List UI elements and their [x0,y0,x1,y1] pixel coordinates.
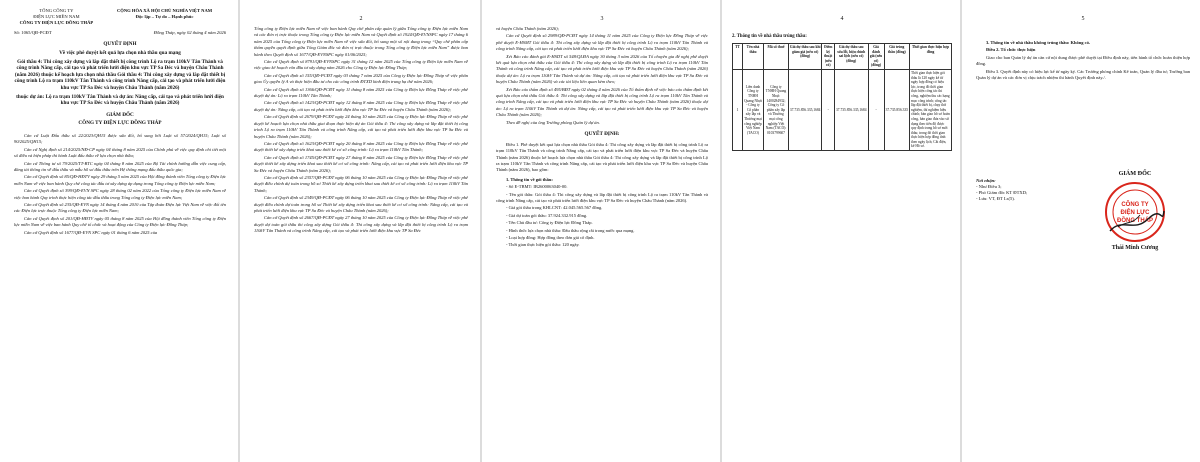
signer-name: Thái Minh Cương [1111,245,1159,251]
document-type: QUYẾT ĐỊNH [103,41,137,48]
recipient-item: - Phó Giám đốc KT ĐTXD; [976,190,1028,195]
page-number: 4 [840,16,844,22]
paragraph: Căn cứ Quyết định số 155/QĐ-PCĐT ngày 03 tháng 7 năm 2025 của Công ty Điện lực Đồng Tháp về việc phân giao Ủy quyền lý A và thực hiện đầu tư cho các công trình ĐTXD kinh điện trung hạ thế năm 2026; [254,72,468,85]
table-row [733,69,952,150]
paragraph: Căn cứ Quyết định số 1623/QĐ-PCĐT ngày 20 tháng 8 năm 2025 của Công ty Điện lực Đồng Tháp về việc phê duyệt thiết kế xây dựng triển khai sau thiết kế cơ sở công trình: Lộ ra trạm 110kV Tân Thành; [254,140,468,153]
paragraph: Tổng công ty Điện lực miền Nam về việc ban hành Quy chế phân cấp quản lý giữa Tổng công ty Điện lực miền Nam và các đơn vị trực thuộc trong Tổng công ty Điện lực miền Nam và Quyết định số 1924/QĐ-EVNSPC ngày 17 tháng 6 năm 2025 của Tổng công ty Điện lực miền Nam về việc sửa đổi, bổ sung một số nội dung trong “Quy chế phân cấp thẩm quyền quyết định giữa Tổng Giám đốc và đơn vị trực thuộc trong Tổng công ty Điện lực miền Nam” được ban hành theo Quyết định số 1677/QĐ-EVNSPC ngày 01/06/2025; [254,26,468,57]
paragraph: và huyện Châu Thành (năm 2026); [496,26,560,31]
package-info-item: - Hình thức lựa chọn nhà thầu: Đấu thầu rộng rãi trong nước qua mạng. [506,227,635,233]
cell-duration: Thời gian thực hiện gói thầu là 120 ngày kể từ ngày hợp đồng có hiệu lực, trong đó thời gian thực hiện công tác thi công, nghiệm thu các hạng mục công trình; công tác lắp đặt thiết bị, chạy thử nghiệm, thí nghiệm hiệu chỉnh; bàn giao hồ sơ hoàn công, bàn giao đưa vào sử dụng theo tiến độ được quy định trong hồ sơ mời thầu; trong đó thời gian thực hiện hợp đồng tính theo ngày lịch; Cắt điện, kế Hồ sơ. [910,69,952,150]
section-heading: 1. Thông tin về gói thầu: [506,176,553,182]
paragraph: Căn cứ Quyết định số 2989/QĐ-PCĐT ngày 14 tháng 11 năm 2025 của Công ty Điện lực Đồng Tháp về việc phê duyệt E-HSMT Gói thầu 4: Thi công xây dựng và lắp đặt thiết bị công trình Lộ ra trạm 110kV Tân Thành và công trình Nâng cấp, cải tạo và phát triển lưới điện khu vực TP Sa Đéc và huyện Châu Thành (năm 2026); [496,33,708,52]
paragraph: Căn cứ Quyết định số 8791/QĐ-EVNSPC ngày 31 tháng 12 năm 2025 của Tổng công ty Điện lực miền Nam về việc giao kế hoạch vốn đầu tư xây dựng năm 2026 cho Công ty Điện lực Đồng Tháp; [254,59,468,71]
cell-winning-price: 37.735.856.335 [884,69,909,150]
national-motto [103,8,226,25]
legal-basis: Căn cứ Quyết định số 235/QĐ-EVN ngày 14 tháng 4 năm 2010 của Tập đoàn Điện lực Việt Nam về việc đổi tên các Điện lực trực thuộc Tổng công ty Điện lực miền Nam; [14,201,226,214]
package-description: Gói thầu 4: Thi công xây dựng và lắp đặt thiết bị công trình Lộ ra trạm 110kV Tân Thành và công trình Nâng cấp, cải tạo và phát triển lưới điện khu vực TP Sa Đéc và huyện Châu Thành (năm 2026) thuộc kế hoạch lựa chọn nhà thầu Gói thầu 4: Thi công xây dựng và lắp đặt thiết bị công trình Lộ ra trạm 110kV Tân Thành và công trình Nâng cấp, cải tạo và phát triển lưới điện khu vực TP Sa Đéc và huyện Châu Thành (năm 2026) [14,58,226,91]
paragraph: Căn cứ Quyết định số 2357/QĐ-PCĐT ngày 06 tháng 10 năm 2025 của Công ty Điện lực Đồng Tháp về việc phê duyệt điều chỉnh dự toán trong hồ sơ Thiết kế xây dựng triển khai sau thiết kế cơ sở công trình: Lộ ra trạm 110kV Tân Thành; [254,174,468,193]
document-page-3 [482,0,720,462]
winning-bidder-table [732,43,952,151]
package-info-item: - Giá gói thầu trong KHLCNT: 42.045.565.567 đồng. [506,205,603,211]
legal-basis: Căn cứ Nghị định số 214/2025/NĐ-CP ngày 04 tháng 8 năm 2025 của Chính phủ về việc quy định chi tiết một số điều và biện pháp thi hành Luật đấu thầu về lựa chọn nhà thầu; [14,146,226,159]
article-3: Điều 3. Quyết định này có hiệu lực kể từ ngày ký. Các Trưởng phòng chính Kế toán, Quản lý đầu tư; Trưởng ban Quản lý dự án và các đơn vị chịu trách nhiệm thi hành Quyết định này./. [976,68,1190,81]
column-header: Thời gian thực hiện hợp đồng [910,44,952,70]
document-page-2 [240,0,480,462]
article-2-body: Giao cho ban Quản lý dự án căn cứ nội dung được phê duyệt tại Điều định này, tiến hành tổ chức hoàn thiện hợp đồng. [976,54,1190,67]
cell-corrected-price: 37.735.856.335,1684 [834,69,868,150]
authority-org: CÔNG TY ĐIỆN LỰC ĐỒNG THÁP [78,120,162,127]
seal-line: CÔNG TY [1121,202,1149,208]
legal-basis: Căn cứ Quyết định số 1677/QĐ-EVN SPC ngày 01 tháng 6 năm 2025 của [24,229,158,235]
package-info-item: - Giá dự toán gói thầu: 37.924.332.915 đồng. [506,212,588,218]
column-header: Giá dự thầu sau khi giảm giá (nếu có) (đồng) [788,44,822,70]
seal-line: ĐỒNG THÁP [1117,218,1153,224]
page-number: 5 [1081,16,1085,22]
package-info-item: - Loại hợp đồng: Hợp đồng theo đơn giá cố định. [506,234,595,240]
cell-bidder-name: Liên danh Công ty TNHH Quang Nhựt - Công ty Cổ phần xây lắp và Thương mại công nghiệp Việt Nam (TACO) [742,69,763,150]
document-page-5 [962,0,1200,462]
paragraph: Xét Báo cáo thẩm định số 495/BĐT ngày 02 tháng 4 năm 2026 của Tổ thẩm định về việc báo cáo thẩm định kết quả lựa chọn nhà thầu Gói thầu 4: Thi công xây dựng và lắp đặt thiết bị công trình Lộ ra trạm 110kV Tân Thành và công trình Nâng cấp, cải tạo và phát triển lưới điện khu vực TP Sa Đéc và huyện Châu Thành (năm 2026) thuộc dự án: Lộ ra trạm 110kV Tân Thành và dự án: Nâng cấp, cải tạo và phát triển lưới điện khu vực TP Sa Đéc và huyện Châu Thành (năm 2026); [496,86,708,118]
cell-evaluated-price: - [868,69,884,150]
column-header: Giá dự thầu sau sửa lỗi, hiệu chỉnh sai lệch (nếu có) (đồng) [834,44,868,70]
paragraph: Theo đề nghị của ông Trưởng phòng Quản lý dự án. [506,119,600,125]
non-winning-info: 3. Thông tin về nhà thầu không trúng thầu: Không có. [986,40,1090,45]
legal-basis: Căn cứ Quyết định số 201/QĐ-HĐTV ngày 05 tháng 8 năm 2025 của Hội đồng thành viên Tổng công ty Điện lực miền Nam về việc ban hành Quy chế tổ chức và hoạt động của Công ty Điện lực Đồng Tháp; [14,215,226,228]
document-page-1 [0,0,238,462]
recipients-title: Nơi nhận: [976,178,996,183]
article-1: Điều 1. Phê duyệt kết quả lựa chọn nhà thầu Gói thầu 4: Thi công xây dựng và lắp đặt thiết bị công trình Lộ ra trạm 110kV Tân Thành và công trình Nâng cấp, cải tạo và phát triển lưới điện khu vực TP Sa Đéc và huyện Châu Thành (năm 2026) thuộc kế hoạch lựa chọn nhà thầu Gói thầu 4: Thi công xây dựng và lắp đặt thiết bị công trình Lộ ra trạm 110kV Tân Thành và công trình Nâng cấp, cải tạo và phát triển lưới điện khu vực TP Sa Đéc và huyện Châu Thành (năm 2026), bao gồm: [496,141,708,173]
paragraph: Căn cứ Quyết định số 1745/QĐ-PCĐT ngày 27 tháng 8 năm 2025 của Công ty Điện lực Đồng Tháp về việc phê duyệt thiết kế xây dựng triển khai sau thiết kế cơ sở công trình: Nâng cấp, cải tạo và phát triển lưới điện khu vực TP Sa Đéc và huyện Châu Thành (năm 2026); [254,154,468,173]
seal-graphic [1104,181,1166,243]
seal-line: ĐIỆN LỰC [1120,210,1150,216]
paragraph: Căn cứ Quyết định số 1423/QĐ-PCĐT ngày 12 tháng 8 năm 2025 của Công ty Điện lực Đồng Tháp về việc phê duyệt dự án: Nâng cấp, cải tạo và phát triển lưới điện khu vực TP Sa Đéc và huyện Châu Thành (năm 2026); [254,100,468,112]
issuer-line: ĐIỆN LỰC MIỀN NAM [33,13,80,19]
page-number: 2 [359,16,363,22]
signer-title: GIÁM ĐỐC [1118,170,1152,177]
cell-tax-code: Công ty TNHH Quang Nhựt: 1400284932; Công ty Cổ phần xây lắp và Thương mại công nghiệp Việt Nam (TACO): 0103799607 [764,69,789,150]
project-description: thuộc dự án: Lộ ra trạm 110kV Tân Thành và dự án: Nâng cấp, cải tạo và phát triển lưới điện khu vực TP Sa Đéc và huyện Châu Thành (năm 2026) [16,93,224,107]
package-info-item: - Số E-TBMT: IB2600063040-00. [506,184,568,190]
document-number: Số: 1065/QĐ-PCĐT [14,30,52,36]
legal-basis: Căn cứ Quyết định số 85/QĐ-HĐTV ngày 29 tháng 5 năm 2025 của Hội đồng thành viên Tổng công ty Điện lực miền Nam về việc ban hành Quy chế công tác đấu tư xây dựng áp dụng trong Tổng công ty Điện lực miền Nam; [14,174,226,186]
company-seal [1104,181,1166,243]
cell-tt: 1 [733,69,743,150]
header-block [14,8,226,25]
signature-block [1080,170,1190,251]
paragraph: Căn cứ Quyết định số 2679/QĐ-PCĐT ngày 24 tháng 10 năm 2025 của Công ty Điện lực Đồng Tháp về việc phê duyệt kế hoạch lựa chọn nhà thầu giai đoạn thực hiện dự án Gói thầu 4: Thi công xây dựng và lắp đặt thiết bị công trình Lộ ra trạm 110kV Tân Thành và công trình Nâng cấp, cải tạo và phát triển lưới điện khu vực TP Sa Đéc và huyện Châu Thành (năm 2026); [254,114,468,139]
column-header: Tên nhà thầu [742,44,763,70]
recipients-block [976,178,1027,202]
recipient-item: - Lưu: VT, ĐT Ls(5). [976,196,1015,201]
column-header: TT [733,44,743,70]
issuer-line: TỔNG CÔNG TY [39,8,74,13]
country-name: CỘNG HÒA XÃ HỘI CHỦ NGHĨA VIỆT NAM [116,8,213,13]
page-number: 3 [600,16,604,22]
authority-title: GIÁM ĐỐC [106,111,134,118]
cell-bid-price: 37.735.856.335,1684 [788,69,822,150]
package-info-item: - Tên gói thầu: Gói thầu 4: Thi công xây dựng và lắp đặt thiết bị công trình Lộ ra trạm 110kV Tân Thành và công trình Nâng cấp, cải tạo và phát triển lưới điện khu vực TP Sa Đéc và huyện Châu Thành (năm 2026). [496,191,708,203]
column-header: Giá trúng thầu (đồng) [884,44,909,70]
cell-tech-score: - [822,69,835,150]
paragraph: Căn cứ Quyết định số 1366/QĐ-PCĐT ngày 11 tháng 8 năm 2025 của Công ty Điện lực Đồng Tháp về việc phê duyệt dự án: Lộ ra trạm 110kV Tân Thành; [254,86,468,99]
table-title: 2. Thông tin về nhà thầu trúng thầu: [732,34,807,39]
paragraph: Căn cứ Quyết định số 2349/QĐ-PCĐT ngày 06 tháng 10 năm 2025 của Công ty Điện lực Đồng Tháp về việc phê duyệt điều chỉnh dự toán trong hồ sơ Thiết kế xây dựng triển khai sau thiết kế cơ sở công trình: Nâng cấp, cải tạo và phát triển lưới điện khu vực TP Sa Đéc và huyện Châu Thành (năm 2026); [254,195,468,213]
article-2-heading: Điều 2. Tổ chức thực hiện [986,47,1036,53]
document-date: Đồng Tháp, ngày 02 tháng 4 năm 2026 [153,30,226,36]
legal-basis: Căn cứ Quyết định số 399/QĐ-EVN SPC ngày 28 tháng 02 năm 2022 của Tổng công ty Điện lực miền Nam về việc ban hành Quy trình thực hiện công tác đấu thầu trong Tổng công ty Điện lực miền Nam; [14,188,226,200]
recipient-item: - Như Điều 3; [976,184,1002,189]
package-info-item: - Thời gian thực hiện gói thầu: 120 ngày. [506,242,580,248]
legal-basis: Căn cứ Thông tư số 79/2025/TT-BTC ngày 04 tháng 8 năm 2025 của Bộ Tài chính hướng dẫn việc cung cấp, đăng tải thông tin về đấu thầu và mẫu hồ sơ đấu thầu trên Hệ thống mạng đấu thầu quốc gia; [14,160,226,172]
package-info-item: - Tên Chủ đầu tư: Công ty Điện lực Đồng Tháp. [506,220,593,226]
paragraph: Căn cứ Quyết định số 2667/QĐ-PCĐT ngày 27 tháng 10 năm 2025 của Công ty Điện lực Đồng Tháp về việc phê duyệt dự toán gói thầu thi công xây dựng Gói thầu 4: Thi công xây dựng và lắp đặt thiết bị công trình Lộ ra trạm 110kV Tân Thành và công trình Nâng cấp, cải tạo và phát triển lưới điện khu vực TP Sa Đéc [254,215,468,234]
table-header-row [733,44,952,70]
paragraph: Xét Báo cáo đánh giá E-HSDT số 548/QLĐA ngày 30 tháng 3 năm 2026 của Tổ chuyên gia để nghị phê duyệt kết quả lựa chọn nhà thầu của Gói thầu 4: Thi công xây dựng và lắp đặt thiết bị công trình Lộ ra trạm 110kV Tân Thành và công trình Nâng cấp, cải tạo và phát triển lưới điện khu vực TP Sa Đéc và huyện Châu Thành (năm 2026) thuộc dự án: Lộ ra trạm 110kV Tân Thành và dự án: Nâng cấp, cải tạo và phát triển lưới điện khu vực TP Sa Đéc và huyện Châu Thành (năm 2026) và các tài liệu liên quan kèm theo; [496,53,708,85]
column-header: Điểm kỹ thuật (nếu có) [822,44,835,70]
issuer-line: CÔNG TY ĐIỆN LỰC ĐỒNG THÁP [19,19,94,25]
column-header: Mã số thuế [764,44,789,70]
document-page-4 [722,0,960,462]
motto: Độc lập – Tự do – Hạnh phúc [135,13,194,19]
column-header: Giá đánh giá (nếu có) (đồng) [868,44,884,70]
decision-heading: QUYẾT ĐỊNH: [584,131,620,138]
document-subject: Về việc phê duyệt kết quả lựa chọn nhà thầu qua mạng [59,49,181,56]
issuer-block [14,8,99,25]
legal-basis: Căn cứ Luật Đấu thầu số 22/2023/QH15 được sửa đổi, bổ sung bởi Luật số 57/2024/QH15; Luật số 90/2025/QH15; [14,132,226,145]
